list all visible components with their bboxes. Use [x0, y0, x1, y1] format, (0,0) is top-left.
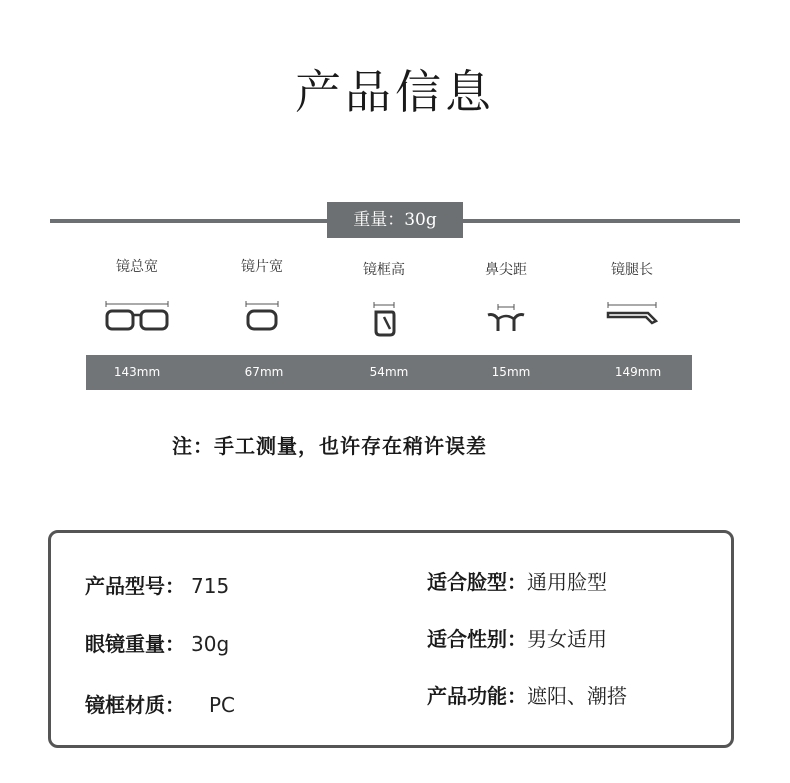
spec-value: 男女适用	[527, 627, 607, 651]
measure-label: 镜框高	[363, 262, 405, 278]
measure-temple-length	[577, 259, 687, 339]
full-glasses-icon	[102, 298, 172, 338]
spec-box	[48, 530, 734, 748]
page-title: 产品信息	[295, 65, 495, 119]
weight-badge: 重量：30g	[327, 202, 463, 238]
spec-value: 通用脸型	[527, 570, 607, 594]
spec-row-model	[85, 570, 229, 599]
measure-lens-width	[207, 256, 317, 338]
measurement-values-bar	[86, 355, 692, 390]
spec-value: 30g	[191, 632, 230, 656]
measure-total-width	[82, 256, 192, 338]
measure-label: 镜片宽	[241, 259, 283, 275]
measure-label: 鼻尖距	[485, 262, 527, 278]
value-bridge-distance: 15mm	[491, 365, 531, 379]
spec-key: 镜框材质：	[85, 693, 185, 717]
value-temple-length: 149mm	[614, 365, 662, 379]
bridge-icon	[484, 301, 528, 341]
value-lens-width: 67mm	[244, 365, 284, 379]
measure-label: 镜总宽	[116, 259, 158, 275]
measure-label: 镜腿长	[611, 262, 653, 278]
spec-key: 产品功能：	[427, 684, 527, 708]
single-lens-icon	[242, 298, 282, 338]
spec-row-function	[427, 680, 627, 709]
measure-bridge-distance	[451, 259, 561, 341]
value-frame-height: 54mm	[369, 365, 409, 379]
spec-row-material	[85, 689, 235, 718]
spec-key: 产品型号：	[85, 574, 185, 598]
spec-value: 遮阳、潮搭	[527, 684, 627, 708]
measure-frame-height	[329, 259, 439, 341]
spec-key: 适合性别：	[427, 627, 527, 651]
value-total-width: 143mm	[113, 365, 161, 379]
spec-key: 适合脸型：	[427, 570, 527, 594]
measurement-note: 注：手工测量，也许存在稍许误差	[172, 434, 487, 458]
spec-key: 眼镜重量：	[85, 632, 185, 656]
spec-row-face-shape	[427, 566, 607, 595]
lens-height-icon	[364, 299, 404, 341]
spec-value: 715	[191, 574, 230, 598]
spec-value: PC	[209, 693, 236, 717]
spec-row-weight	[85, 628, 229, 657]
spec-row-gender	[427, 623, 607, 652]
temple-icon	[604, 299, 660, 339]
